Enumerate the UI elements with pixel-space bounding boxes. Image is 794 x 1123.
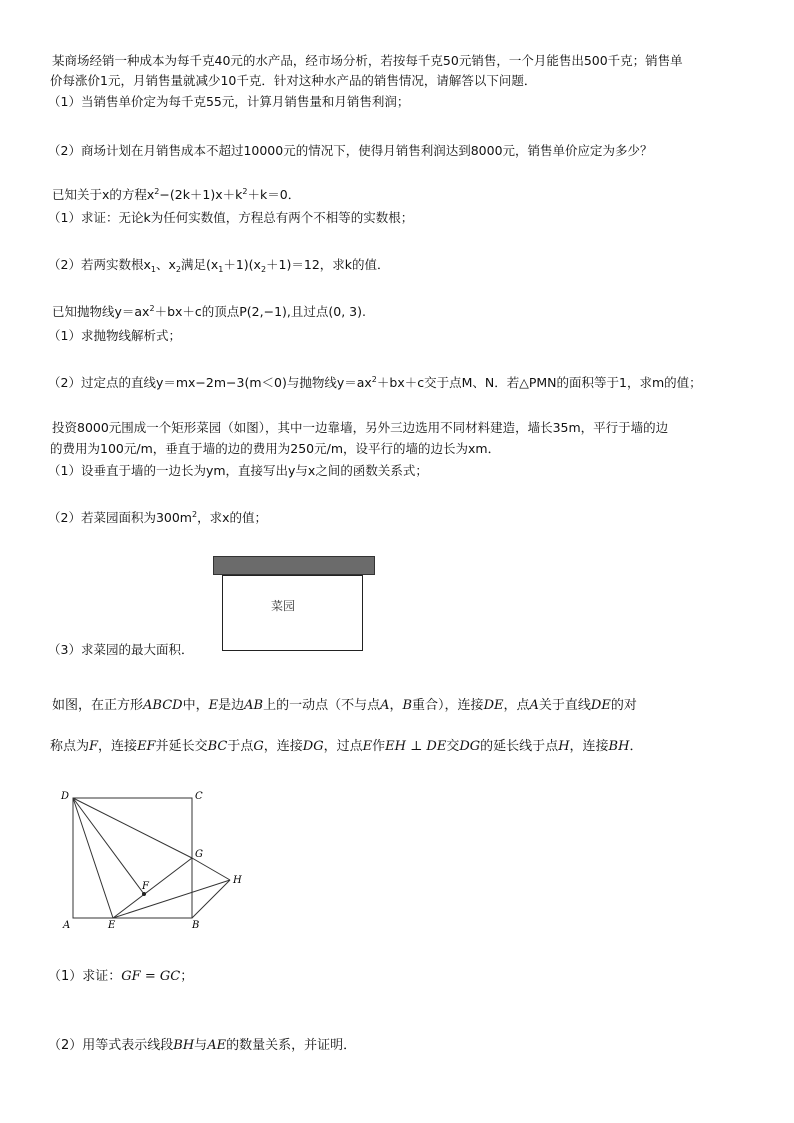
problem2-question1: （1）求证：无论k为任何实数值，方程总有两个不相等的实数根； (48, 210, 414, 225)
label-F: F (142, 881, 149, 892)
square-geometry-figure (55, 785, 255, 935)
problem1-question1: （1）当销售单价定为每千克55元，计算月销售量和月销售利润； (48, 94, 410, 109)
label-E: E (108, 920, 116, 931)
problem4-question3: （3）求菜园的最大面积． (48, 642, 194, 657)
problem3-question1: （1）求抛物线解析式； (48, 328, 181, 343)
segment-GH (192, 858, 230, 880)
garden-figure (213, 556, 375, 652)
problem4-intro-line2: 的费用为100元/m，垂直于墙的边的费用为250元/m，设平行的墙的边长为xm． (50, 441, 501, 456)
label-G: G (195, 849, 203, 860)
problem1-question2: （2）商场计划在月销售成本不超过10000元的情况下，使得月销售利润达到8000元，销售单价应定为多少？ (48, 143, 653, 158)
problem4-question1: （1）设垂直于墙的一边长为ym，直接写出y与x之间的函数关系式； (48, 463, 428, 478)
label-B: B (192, 920, 200, 931)
problem1-intro-line1: 某商场经销一种成本为每千克40元的水产品，经市场分析，若按每千克50元销售，一个月能售出500千克；销售单 (52, 53, 683, 68)
segment-EH (113, 880, 230, 918)
label-A: A (63, 920, 71, 931)
problem3-intro: 已知抛物线$y=ax^2+bx+c$的顶点P(2,−1),且过点(0, 3). (52, 304, 366, 319)
label-D: D (61, 791, 70, 802)
square-ABCD (73, 798, 192, 918)
problem5-question2: （2）用等式表示线段BH与AE的数量关系，并证明． (48, 1038, 357, 1053)
point-F (142, 892, 146, 896)
garden-label: 菜园 (271, 599, 296, 613)
segment-EG (113, 858, 192, 918)
problem2-intro: 已知关于x的方程$x^2-(2k+1)x+k^2+k=0$． (52, 187, 301, 202)
segment-DF (73, 798, 144, 894)
problem5-intro-line1: 如图，在正方形ABCD中，E是边AB上的一动点（不与点A，B重合），连接DE，点A关于直线DE的对 (52, 698, 637, 713)
segment-DG (73, 798, 192, 858)
label-C: C (195, 791, 203, 802)
problem2-question2: （2）若两实数根$x_1$、$x_2$满足$(x_1+1)(x_2+1)=12$，求k的值． (48, 257, 390, 274)
label-H: H (233, 875, 242, 886)
problem5-intro-line2: 称点为F，连接EF并延长交BC于点G，连接DG，过点E作EH ⊥ DE交DG的延长线于点H，连接BH． (50, 739, 643, 754)
problem4-question2: （2）若菜园面积为$300m^2$，求x的值； (48, 510, 267, 525)
problem1-intro-line2: 价每涨价1元，月销售量就减少10千克．针对这种水产品的销售情况，请解答以下问题． (50, 73, 537, 88)
problem5-question1: （1）求证：GF = GC； (48, 969, 194, 984)
wall (213, 556, 375, 575)
segment-DE (73, 798, 113, 918)
problem4-intro-line1: 投资8000元围成一个矩形菜园（如图），其中一边靠墙，另外三边选用不同材料建造，墙长35m，平行于墙的边 (52, 420, 669, 435)
problem3-question2: （2）过定点的直线y＝mx−2m−3(m＜0)与抛物线$y=ax^2+bx+c$交于点M、N．若△PMN的面积等于1，求m的值； (48, 375, 702, 390)
